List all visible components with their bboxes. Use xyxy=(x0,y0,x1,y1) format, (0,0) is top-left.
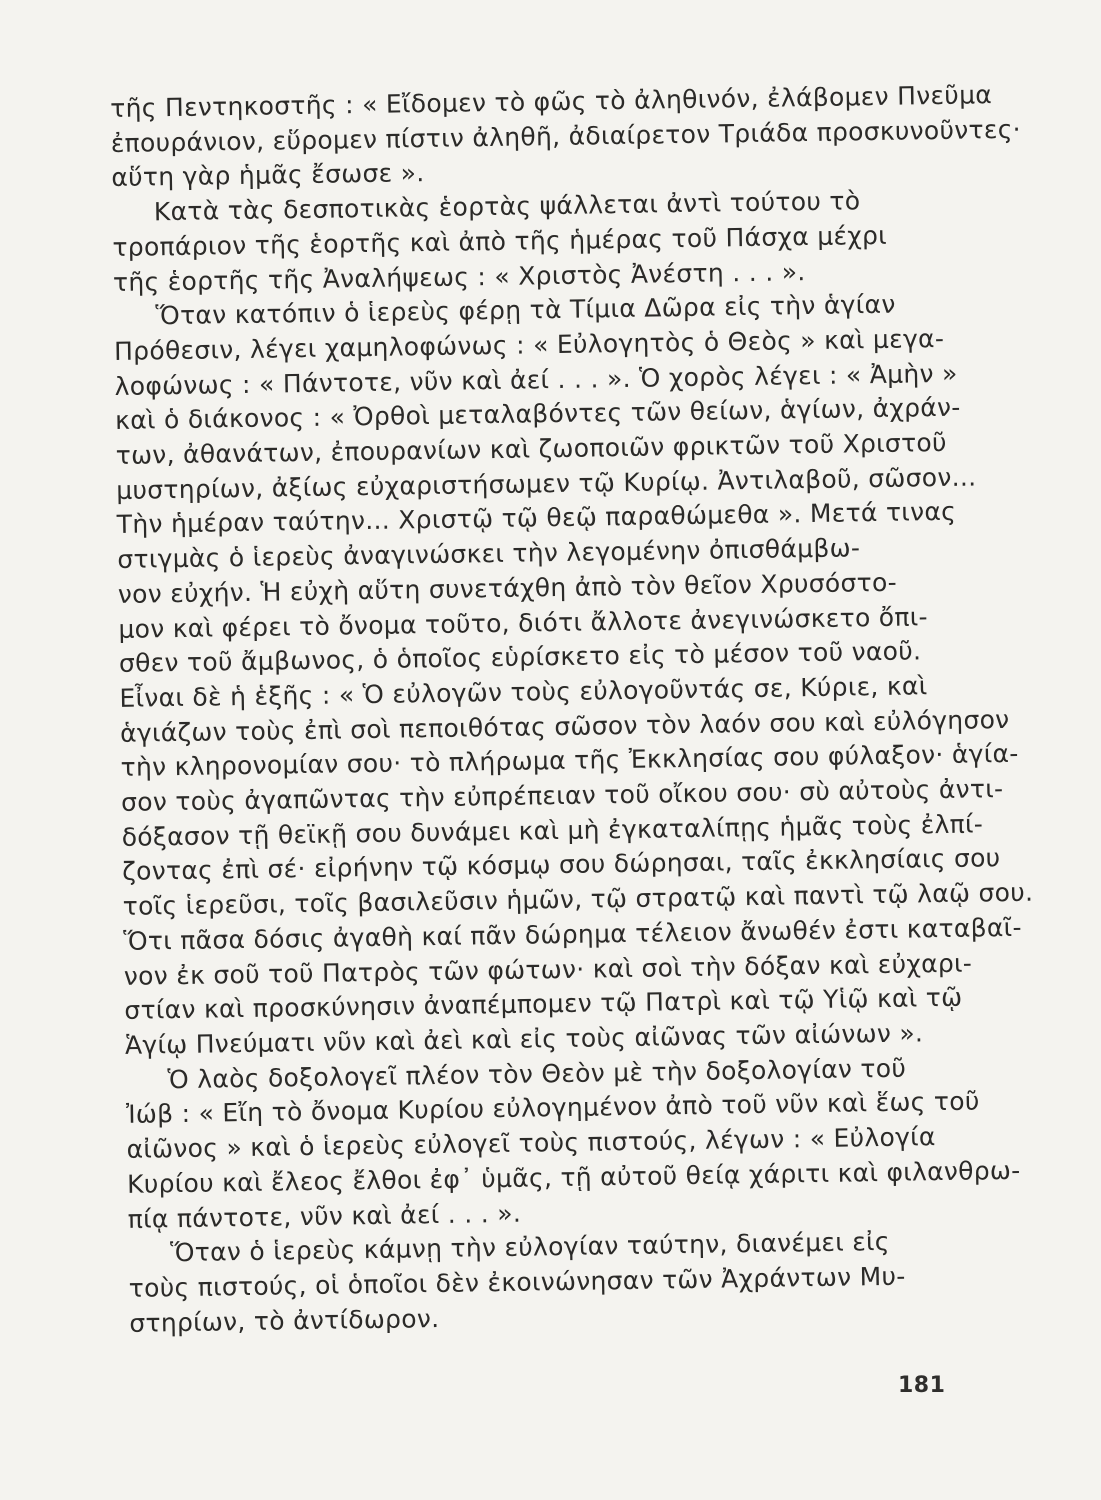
text-line: δόξασον τῇ θεϊκῇ σου δυνάμει καὶ μὴ ἐγκαταλίπῃς ἡμᾶς τοὺς ἐλπί- xyxy=(121,809,984,852)
paragraph-start-line: Κατὰ τὰς δεσποτικὰς ἑορτὰς ψάλλεται ἀντὶ τούτου τὸ xyxy=(153,186,861,227)
text-line: τῆς ἑορτῆς τῆς Ἀναλήψεως : « Χριστὸς Ἀνέστη . . . ». xyxy=(112,256,806,297)
text-line: μον καὶ φέρει τὸ ὄνομα τοῦτο, διότι ἄλλοτε ἀνεγινώσκετο ὄπι- xyxy=(118,601,929,644)
paragraph-start-line: Ὅταν ὁ ἱερεὺς κάμνῃ τὴν εὐλογίαν ταύτην, διανέμει εἰς xyxy=(170,1227,891,1268)
text-line: Εἶναι δὲ ἡ ἑξῆς : « Ὁ εὐλογῶν τοὺς εὐλογοῦντάς σε, Κύριε, καὶ xyxy=(119,671,928,713)
book-page-text xyxy=(110,79,1034,1341)
text-line: ἁγιάζων τοὺς ἐπὶ σοὶ πεποιθότας σῶσον τὸν λαόν σου καὶ εὐλόγησον xyxy=(119,704,1010,748)
text-line: σον τοὺς ἀγαπῶντας τὴν εὐπρέπειαν τοῦ οἴκου σου· σὺ αὐτοὺς ἀντι- xyxy=(120,774,1004,817)
text-line: τὴν κληρονομίαν σου· τὸ πλήρωμα τῆς Ἐκκλησίας σου φύλαξον· ἁγία- xyxy=(120,739,1019,783)
text-line: σθεν τοῦ ἄμβωνος, ὁ ὁποῖος εὑρίσκετο εἰς τὸ μέσον τοῦ ναοῦ. xyxy=(118,636,922,679)
text-line: καὶ ὁ διάκονος : « Ὀρθοὶ μεταλαβόντες τῶν θείων, ἁγίων, ἀχράν- xyxy=(114,393,961,436)
text-line: των, ἀθανάτων, ἐπουρανίων καὶ ζωοποιῶν φρικτῶν τοῦ Χριστοῦ xyxy=(115,427,948,470)
text-line: Τὴν ἡμέραν ταύτην... Χριστῷ τῷ θεῷ παραθώμεθα ». Μετά τινας xyxy=(116,497,957,540)
text-line: στιγμὰς ὁ ἱερεὺς ἀναγινώσκει τὴν λεγομένην ὀπισθάμβω- xyxy=(117,533,861,575)
text-line: νον ἐκ σοῦ τοῦ Πατρὸς τῶν φώτων· καὶ σοὶ τὴν δόξαν καὶ εὐχαρι- xyxy=(123,948,973,991)
text-line: Πρόθεσιν, λέγει χαμηλοφώνως : « Εὐλογητὸς ὁ Θεὸς » καὶ μεγα- xyxy=(113,323,945,366)
text-line: ζοντας ἐπὶ σέ· εἰρήνην τῷ κόσμῳ σου δώρησαι, ταῖς ἐκκλησίαις σου xyxy=(122,843,1001,887)
text-line: αὕτη γὰρ ἡμᾶς ἔσωσε ». xyxy=(111,158,425,193)
text-line: μυστηρίων, ἀξίως εὐχαριστήσωμεν τῷ Κυρίῳ. Ἀντιλαβοῦ, σῶσον... xyxy=(116,462,977,505)
text-line: Ἁγίῳ Πνεύματι νῦν καὶ ἀεὶ καὶ εἰς τοὺς αἰῶνας τῶν αἰώνων ». xyxy=(124,1018,924,1060)
text-line: τροπάριον τῆς ἑορτῆς καὶ ἀπὸ τῆς ἡμέρας τοῦ Πάσχα μέχρι xyxy=(112,220,888,262)
text-line: Ὅτι πᾶσα δόσις ἀγαθὴ καί πᾶν δώρημα τέλειον ἄνωθέν ἐστι καταβαῖ- xyxy=(123,912,1022,956)
text-line: τοὺς πιστούς, οἱ ὁποῖοι δὲν ἐκοινώνησαν τῶν Ἀχράντων Μυ- xyxy=(128,1261,906,1303)
text-line: τοῖς ἱερεῦσι, τοῖς βασιλεῦσιν ἡμῶν, τῷ στρατῷ καὶ παντὶ τῷ λαῷ σου. xyxy=(122,877,1034,922)
text-line: στίαν καὶ προσκύνησιν ἀναπέμπομεν τῷ Πατρὶ καὶ τῷ Υἱῷ καὶ τῷ xyxy=(124,983,963,1026)
paragraph-start-line: Ὅταν κατόπιν ὁ ἱερεὺς φέρῃ τὰ Τίμια Δῶρα εἰς τὴν ἁγίαν xyxy=(155,289,896,331)
text-line: στηρίων, τὸ ἀντίδωρον. xyxy=(129,1303,440,1338)
text-line: Κυρίου καὶ ἔλεος ἔλθοι ἐφ᾽ ὑμᾶς, τῇ αὐτοῦ θείᾳ χάριτι καὶ φιλανθρω- xyxy=(126,1155,1021,1199)
text-line: πίᾳ πάντοτε, νῦν καὶ ἀεί . . . ». xyxy=(127,1198,522,1234)
text-line: Ἰώβ : « Εἴη τὸ ὄνομα Κυρίου εὐλογημένον ἀπὸ τοῦ νῦν καὶ ἕως τοῦ xyxy=(125,1086,980,1130)
text-line: ἐπουράνιον, εὕρομεν πίστιν ἀληθῆ, ἀδιαίρετον Τριάδα προσκυνοῦντες· xyxy=(110,114,1022,158)
text-line: νον εὐχήν. Ἡ εὐχὴ αὕτη συνετάχθη ἀπὸ τὸν θεῖον Χρυσόστο- xyxy=(117,567,898,609)
paragraph-start-line: Ὁ λαὸς δοξολογεῖ πλέον τὸν Θεὸν μὲ τὴν δοξολογίαν τοῦ xyxy=(167,1053,907,1094)
page-number: 181 xyxy=(898,1373,946,1398)
text-line: αἰῶνος » καὶ ὁ ἱερεὺς εὐλογεῖ τοὺς πιστούς, λέγων : « Εὐλογία xyxy=(126,1122,936,1164)
text-line: τῆς Πεντηκοστῆς : « Εἴδομεν τὸ φῶς τὸ ἀληθινόν, ἐλάβομεν Πνεῦμα xyxy=(110,80,993,123)
text-line: λοφώνως : « Πάντοτε, νῦν καὶ ἀεί . . . ». Ὁ χορὸς λέγει : « Ἀμὴν » xyxy=(114,358,958,401)
